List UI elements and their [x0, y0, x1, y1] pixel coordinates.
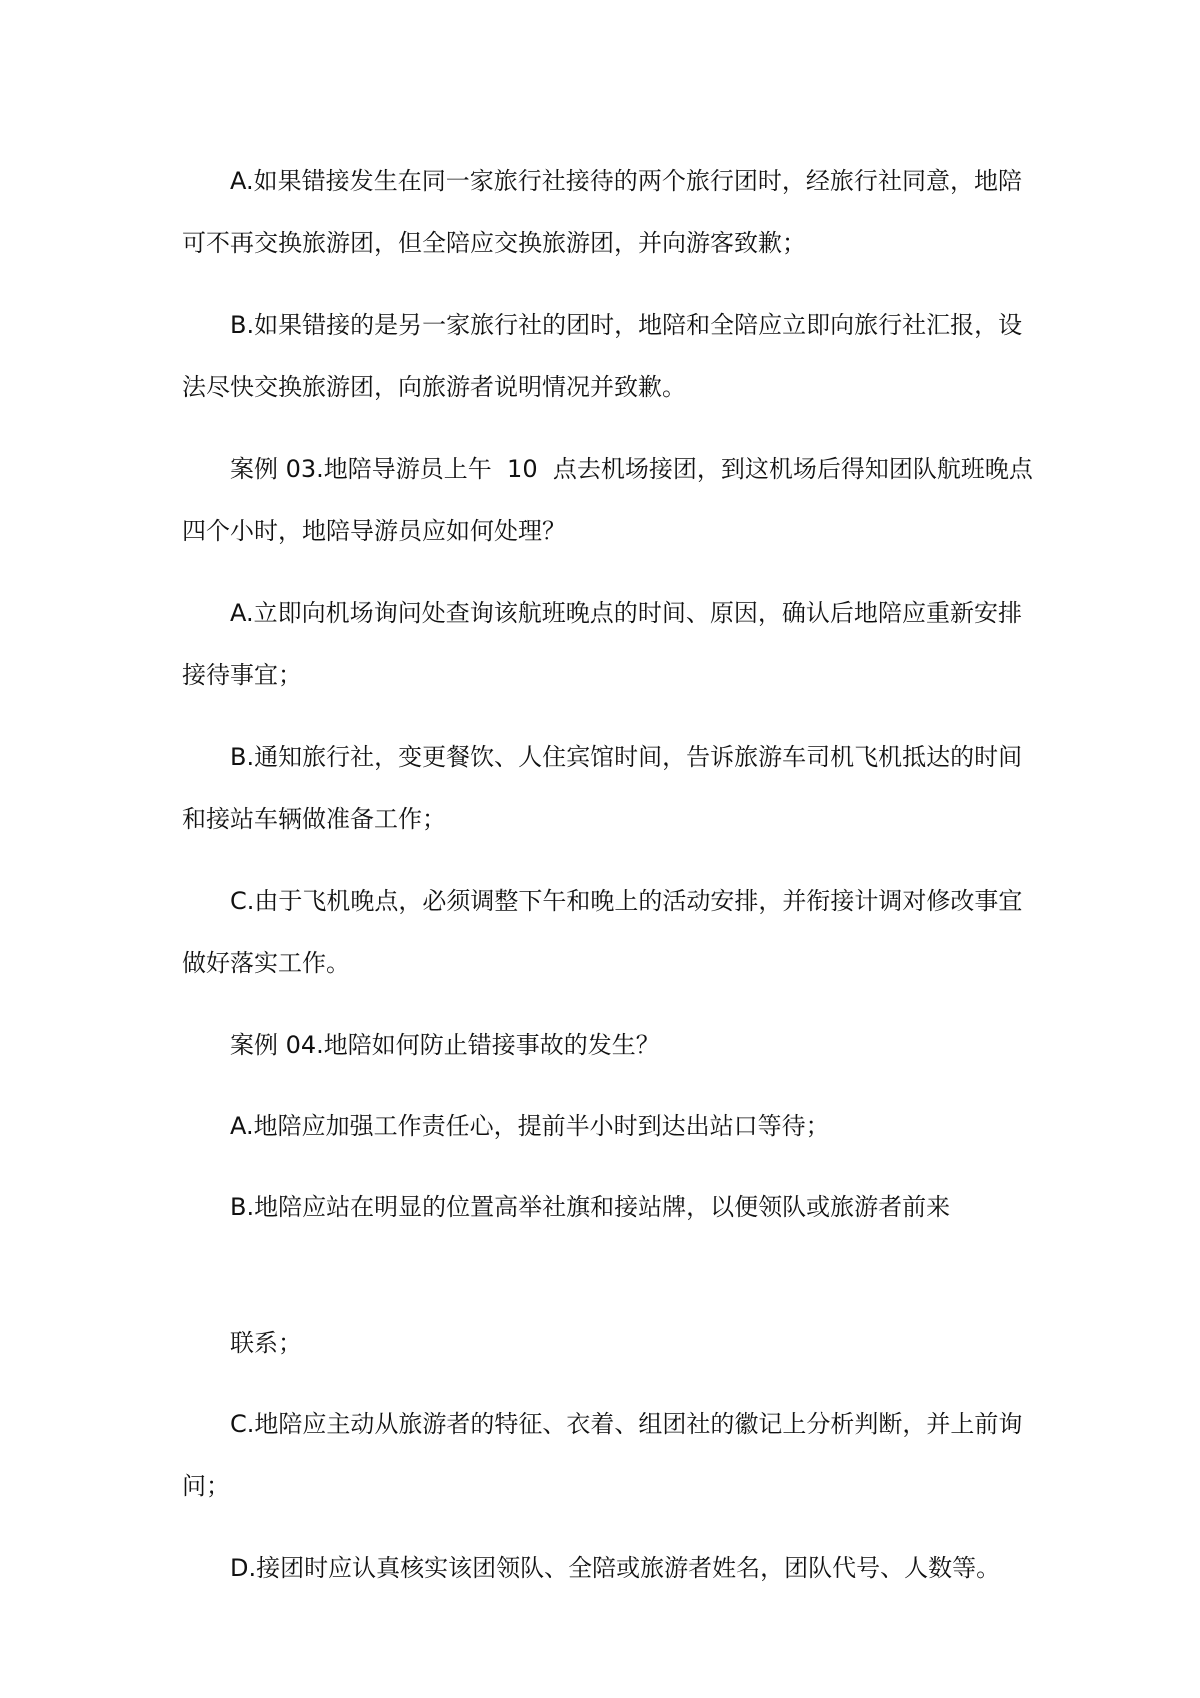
paragraph-case-04-option-d [182, 1537, 1022, 1599]
paragraph-line: 法尽快交换旅游团，向旅游者说明情况并致歉。 [182, 373, 686, 401]
paragraph-case-04-option-b-continued [182, 1312, 1022, 1374]
paragraph-option-b-wrong-pickup [182, 294, 1022, 418]
paragraph-option-a-wrong-pickup [182, 150, 1022, 274]
paragraph-case-04-option-b [182, 1176, 1022, 1238]
paragraph-line: 接待事宜； [182, 661, 302, 689]
paragraph-line: A.如果错接发生在同一家旅行社接待的两个旅行团时，经旅行社同意，地陪 [230, 167, 1022, 195]
paragraph-line: A.立即向机场询问处查询该航班晚点的时间、原因，确认后地陪应重新安排 [230, 599, 1022, 627]
paragraph-line: 联系； [230, 1329, 302, 1357]
paragraph-line: C.由于飞机晚点，必须调整下午和晚上的活动安排，并衔接计调对修改事宜 [230, 887, 1023, 915]
paragraph-line: 四个小时，地陪导游员应如何处理？ [182, 517, 566, 545]
paragraph-line: B.通知旅行社，变更餐饮、人住宾馆时间，告诉旅游车司机飞机抵达的时间 [230, 743, 1023, 771]
paragraph-case-03 [182, 438, 1033, 562]
paragraph-line: B.如果错接的是另一家旅行社的团时，地陪和全陪应立即向旅行社汇报，设 [230, 311, 1023, 339]
paragraph-case-04 [182, 1014, 1022, 1076]
paragraph-line: 和接站车辆做准备工作； [182, 805, 446, 833]
paragraph-case-03-option-a [182, 582, 1022, 706]
paragraph-line: A.地陪应加强工作责任心，提前半小时到达出站口等待； [230, 1112, 830, 1140]
paragraph-line: B.地陪应站在明显的位置高举社旗和接站牌，以便领队或旅游者前来 [230, 1193, 951, 1221]
paragraph-line: 案例 03.地陪导游员上午 10 点去机场接团，到这机场后得知团队航班晚点 [230, 455, 1033, 483]
paragraph-line: 可不再交换旅游团，但全陪应交换旅游团，并向游客致歉； [182, 229, 806, 257]
paragraph-line: D.接团时应认真核实该团领队、全陪或旅游者姓名，团队代号、人数等。 [230, 1554, 1001, 1582]
paragraph-line: 案例 04.地陪如何防止错接事故的发生？ [230, 1031, 660, 1059]
paragraph-line: 做好落实工作。 [182, 949, 350, 977]
paragraph-case-04-option-a [182, 1095, 1022, 1157]
paragraph-case-03-option-c [182, 870, 1022, 994]
paragraph-case-04-option-c [182, 1393, 1022, 1517]
paragraph-line: 问； [182, 1472, 230, 1500]
paragraph-case-03-option-b [182, 726, 1022, 850]
paragraph-line: C.地陪应主动从旅游者的特征、衣着、组团社的徽记上分析判断，并上前询 [230, 1410, 1023, 1438]
